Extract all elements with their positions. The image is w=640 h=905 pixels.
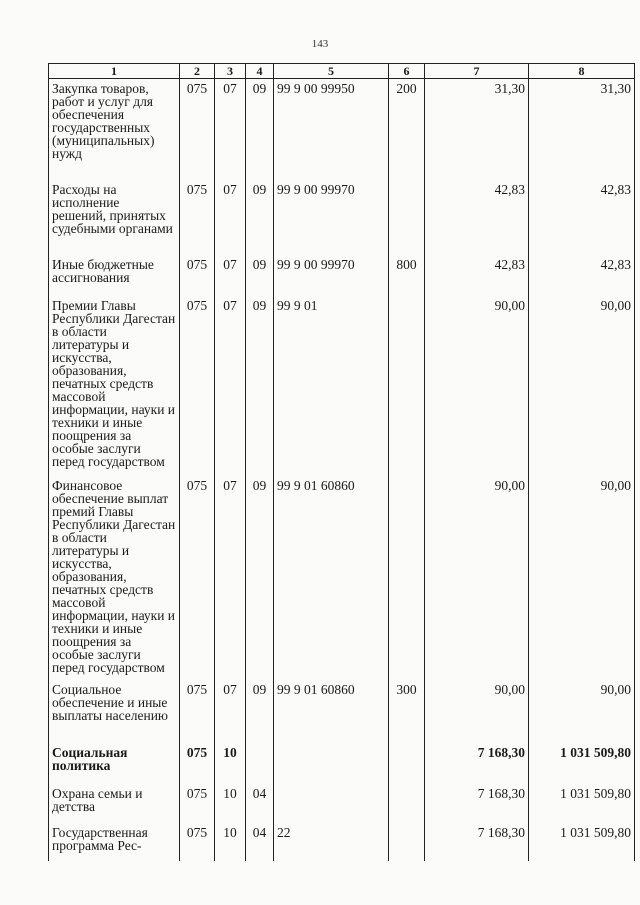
row-pr: 09 bbox=[246, 680, 274, 743]
row-vr bbox=[389, 180, 425, 255]
column-header: 1 bbox=[49, 64, 180, 79]
row-rz: 07 bbox=[215, 476, 246, 680]
row-sum2: 1 031 509,80 bbox=[529, 823, 635, 861]
row-csr: 22 bbox=[274, 823, 389, 861]
row-grbs: 075 bbox=[180, 743, 215, 784]
row-csr: 99 9 01 bbox=[274, 296, 389, 476]
row-sum2: 90,00 bbox=[529, 476, 635, 680]
row-grbs: 075 bbox=[180, 296, 215, 476]
row-pr: 04 bbox=[246, 823, 274, 861]
row-rz: 07 bbox=[215, 255, 246, 296]
row-rz: 10 bbox=[215, 743, 246, 784]
row-name: Охрана семьи и детства bbox=[49, 784, 180, 823]
row-vr: 800 bbox=[389, 255, 425, 296]
row-vr bbox=[389, 784, 425, 823]
row-grbs: 075 bbox=[180, 79, 215, 180]
row-csr: 99 9 00 99970 bbox=[274, 180, 389, 255]
row-sum2: 1 031 509,80 bbox=[529, 743, 635, 784]
row-sum1: 42,83 bbox=[425, 180, 529, 255]
table-row bbox=[49, 476, 635, 680]
row-vr: 300 bbox=[389, 680, 425, 743]
row-sum2: 90,00 bbox=[529, 680, 635, 743]
row-rz: 07 bbox=[215, 79, 246, 180]
table-row bbox=[49, 255, 635, 296]
row-rz: 10 bbox=[215, 784, 246, 823]
row-vr: 200 bbox=[389, 79, 425, 180]
row-vr bbox=[389, 296, 425, 476]
row-pr: 09 bbox=[246, 255, 274, 296]
row-name: Закупка товаров, работ и услуг для обеспечения государственных (муниципальных) нужд bbox=[49, 79, 180, 180]
row-pr bbox=[246, 743, 274, 784]
row-csr: 99 9 01 60860 bbox=[274, 680, 389, 743]
table-row bbox=[49, 743, 635, 784]
column-header: 8 bbox=[529, 64, 635, 79]
row-grbs: 075 bbox=[180, 680, 215, 743]
row-csr: 99 9 01 60860 bbox=[274, 476, 389, 680]
row-rz: 10 bbox=[215, 823, 246, 861]
page-number: 143 bbox=[311, 38, 329, 50]
row-rz: 07 bbox=[215, 680, 246, 743]
row-pr: 09 bbox=[246, 79, 274, 180]
table-row bbox=[49, 823, 635, 861]
row-sum2: 31,30 bbox=[529, 79, 635, 180]
table-row bbox=[49, 784, 635, 823]
row-grbs: 075 bbox=[180, 476, 215, 680]
table-row bbox=[49, 680, 635, 743]
column-header: 2 bbox=[180, 64, 215, 79]
row-name: Иные бюджетные ассигнования bbox=[49, 255, 180, 296]
row-name: Финансовое обеспечение выплат премий Главы Республики Дагестан в области литературы и искусства, образования, печатных средств массовой информации, науки и техники и иные поощрения за особые заслуги перед государством bbox=[49, 476, 180, 680]
table-row bbox=[49, 180, 635, 255]
column-header: 7 bbox=[425, 64, 529, 79]
row-sum2: 42,83 bbox=[529, 180, 635, 255]
row-sum1: 42,83 bbox=[425, 255, 529, 296]
column-header: 5 bbox=[274, 64, 389, 79]
row-csr bbox=[274, 743, 389, 784]
row-name: Расходы на исполнение решений, принятых судебными органами bbox=[49, 180, 180, 255]
row-csr: 99 9 00 99950 bbox=[274, 79, 389, 180]
row-sum1: 90,00 bbox=[425, 476, 529, 680]
row-grbs: 075 bbox=[180, 255, 215, 296]
row-pr: 09 bbox=[246, 476, 274, 680]
row-name: Государственная программа Рес- bbox=[49, 823, 180, 861]
row-name: Премии Главы Республики Дагестан в области литературы и искусства, образования, печатных средств массовой информации, науки и техники и иные поощрения за особые заслуги перед государством bbox=[49, 296, 180, 476]
row-sum1: 31,30 bbox=[425, 79, 529, 180]
row-pr: 09 bbox=[246, 180, 274, 255]
column-header: 3 bbox=[215, 64, 246, 79]
row-name: Социальная политика bbox=[49, 743, 180, 784]
budget-table bbox=[48, 63, 635, 861]
row-sum1: 7 168,30 bbox=[425, 784, 529, 823]
row-sum1: 7 168,30 bbox=[425, 743, 529, 784]
row-name: Социальное обеспечение и иные выплаты населению bbox=[49, 680, 180, 743]
column-number-row bbox=[49, 64, 635, 79]
row-sum2: 90,00 bbox=[529, 296, 635, 476]
row-vr bbox=[389, 476, 425, 680]
row-csr bbox=[274, 784, 389, 823]
column-header: 6 bbox=[389, 64, 425, 79]
row-grbs: 075 bbox=[180, 180, 215, 255]
row-sum1: 7 168,30 bbox=[425, 823, 529, 861]
row-pr: 09 bbox=[246, 296, 274, 476]
column-header: 4 bbox=[246, 64, 274, 79]
row-pr: 04 bbox=[246, 784, 274, 823]
row-sum2: 1 031 509,80 bbox=[529, 784, 635, 823]
row-vr bbox=[389, 823, 425, 861]
table-row bbox=[49, 296, 635, 476]
row-rz: 07 bbox=[215, 180, 246, 255]
row-grbs: 075 bbox=[180, 823, 215, 861]
row-sum2: 42,83 bbox=[529, 255, 635, 296]
table-row bbox=[49, 79, 635, 180]
row-csr: 99 9 00 99970 bbox=[274, 255, 389, 296]
row-grbs: 075 bbox=[180, 784, 215, 823]
row-sum1: 90,00 bbox=[425, 680, 529, 743]
row-rz: 07 bbox=[215, 296, 246, 476]
row-vr bbox=[389, 743, 425, 784]
row-sum1: 90,00 bbox=[425, 296, 529, 476]
